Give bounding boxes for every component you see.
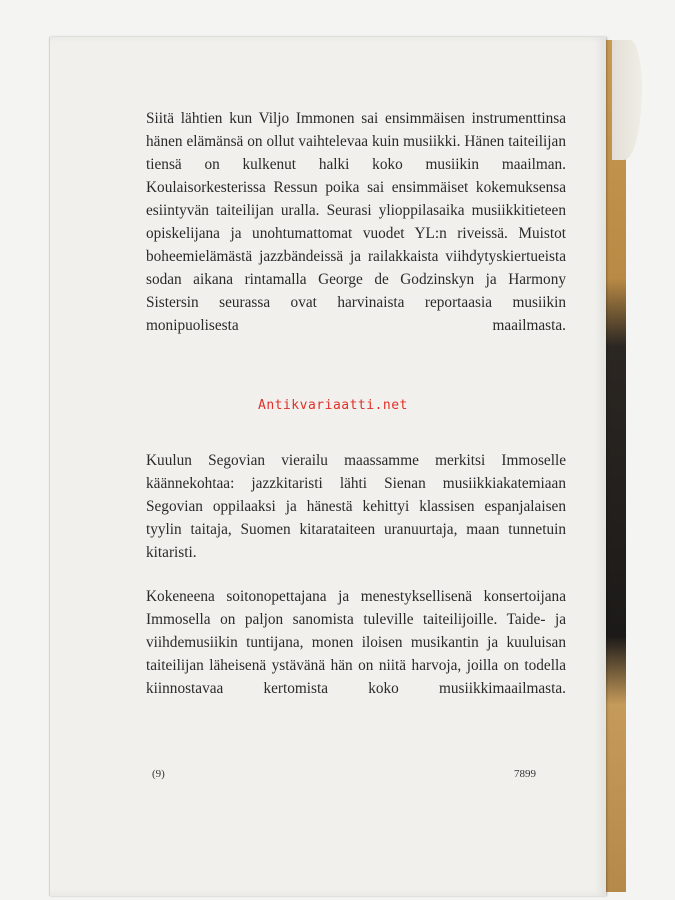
footer-code-right: 7899 [514,768,536,780]
watermark: Antikvariaatti.net [258,398,408,413]
paragraph-2: Kuulun Segovian vierailu maassamme merkitsi Immoselle käännekohtaa: jazzkitaristi lähti Sienan musiikkiakatemiaan Segovian oppilaaksi ja hänestä kehittyi klassisen espanjalaisen tyylin taitaja, Suomen kitarataiteen uranuurtaja, maan tunnetuin kitaristi. [146,452,566,561]
paragraph-3: Kokeneena soitonopettajana ja menestyksellisenä konsertoijana Immosella on paljon sanomista tuleville taiteilijoille. Taide- ja viihdemusiikin tuntijana, monen iloisen musikantin ja kuuluisan taiteilijan läheisenä ystävänä hän on niitä harvoja, joilla on todella kiinnostavaa kertomista koko musiikkimaailmasta. [146,588,566,697]
worn-cover-edge [612,40,642,160]
paragraph-1: Siitä lähtien kun Viljo Immonen sai ensimmäisen instrumenttinsa hänen elämänsä on ollut vaihtelevaa kuin musiikki. Hänen taiteilijan tiensä on kulkenut halki koko musiikin maailman. Koulaisorkesterissa Ressun poika sai ensimmäiset kokemuksensa esiintyvän taiteilijan uralla. Seurasi ylioppilasaika musiikkitieteen opiskelijana ja unohtumattomat vuodet YL:n riveissä. Muistot boheemielämästä jazzbändeissä ja railakkaista viihdytyskiertueista sodan aikana rintamalla George de Godzinskyn ja Harmony Sistersin seurassa ovat harvinaista reportaasia musiikin monipuolisesta maailmasta. [146,110,566,334]
footer-code-left: (9) [152,768,165,780]
